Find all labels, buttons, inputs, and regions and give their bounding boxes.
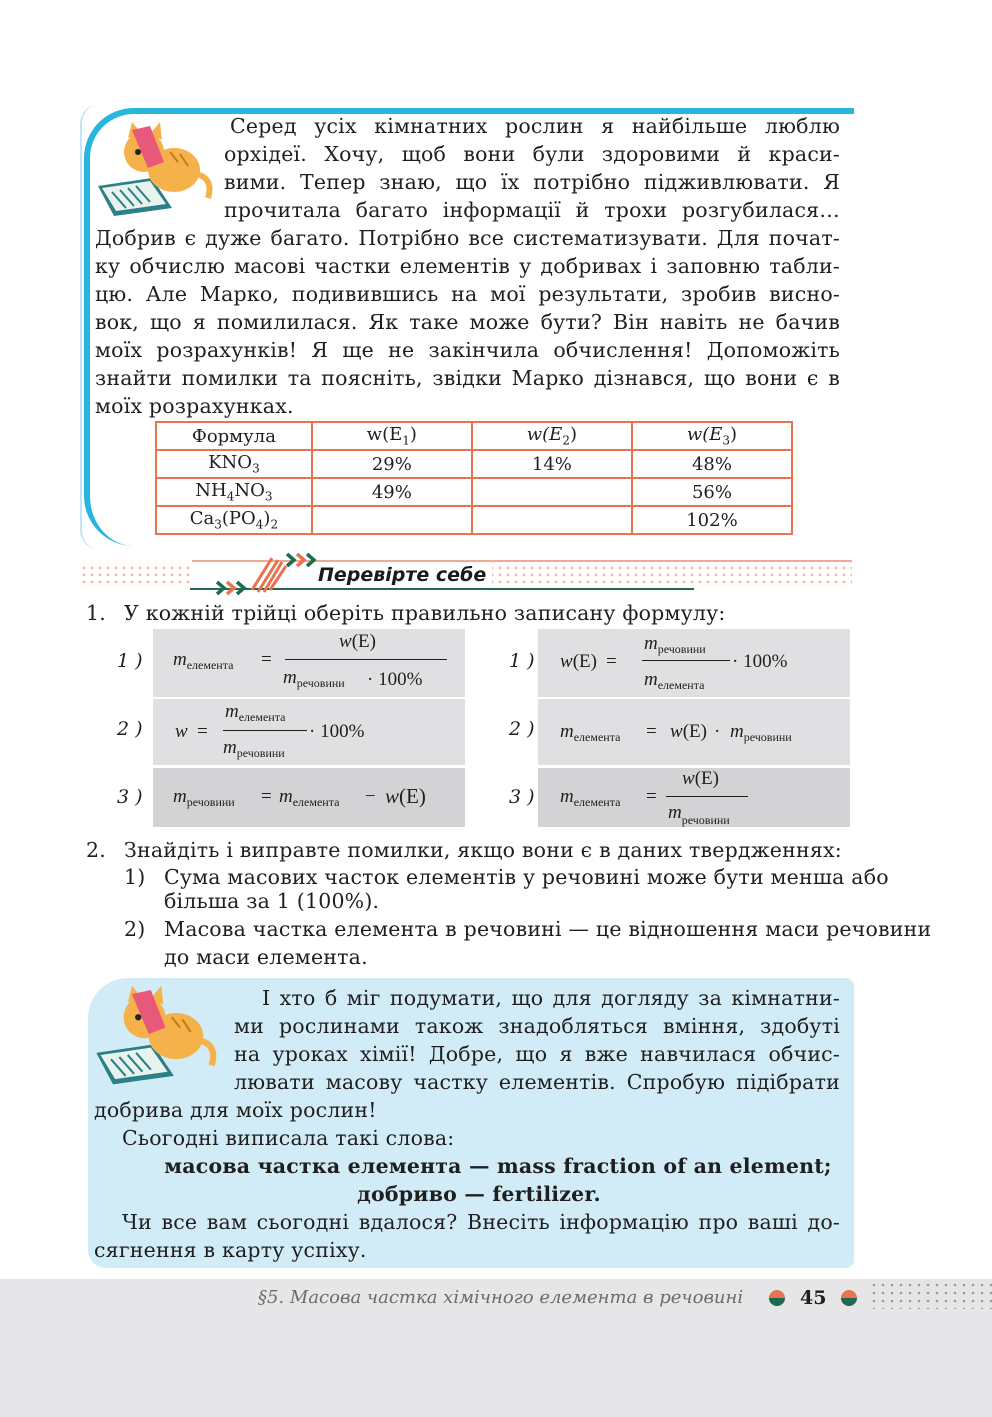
task1-text: У кожній трійці оберіть правильно записану формулу: xyxy=(124,601,726,625)
closing-question-line: Чи все вам сьогодні вдалося? Внесіть інформацію про ваші до- xyxy=(122,1210,840,1234)
table-header-row xyxy=(156,422,792,450)
task2-text: Знайдіть і виправте помилки, якщо вони є в даних твердженнях: xyxy=(124,838,842,862)
table-cell xyxy=(312,506,472,534)
story-line: моїх розрахунках. xyxy=(95,394,294,418)
option-label: 1 ) xyxy=(509,650,535,672)
task2-item-line: більша за 1 (100%). xyxy=(164,889,380,913)
option-label: 1 ) xyxy=(117,650,143,672)
dot-pattern-decoration xyxy=(872,1283,992,1309)
table-cell xyxy=(472,506,632,534)
option-label: 3 ) xyxy=(117,786,143,808)
closing-line: на уроках хімії! Добре, що я вже навчилася обчис- xyxy=(234,1042,840,1066)
cat-with-book-icon xyxy=(92,118,216,218)
story-line: ку обчислю масові частки елементів у добривах і заповню табли- xyxy=(95,254,840,278)
option-label: 3 ) xyxy=(509,786,535,808)
task2-item-number: 2) xyxy=(124,917,146,941)
formula-option-left-2[interactable]: w = $m_{елемента}$ $m_{речовини}$ · 100% xyxy=(153,699,465,765)
bullet-icon xyxy=(768,1289,786,1307)
bullet-icon xyxy=(840,1289,858,1307)
formula-option-left-1[interactable]: $m_{елемента}$ = w(E) $m_{речовини}$ · 100% xyxy=(153,629,465,697)
table-cell: 29% xyxy=(312,450,472,478)
table-header: Формула xyxy=(156,422,312,450)
cat-with-book-icon xyxy=(90,978,220,1090)
page-number: 45 xyxy=(800,1287,827,1309)
formula-option-left-3[interactable]: $m_{речовини}$ = $m_{елемента}$ − w(E) xyxy=(153,768,465,827)
closing-line: І хто б міг подумати, що для догляду за кімнатни- xyxy=(262,986,840,1010)
task2-item-line: до маси елемента. xyxy=(164,945,368,969)
task2-number: 2. xyxy=(86,838,106,862)
task2-item-line: Масова частка елемента в речовині — це відношення маси речовини xyxy=(164,917,932,941)
results-table xyxy=(155,421,793,535)
vocab-line: масова частка елемента — mass fraction of an element; xyxy=(164,1154,832,1178)
formula-option-right-2[interactable]: $m_{елемента}$ = w(E) · $m_{речовини}$ xyxy=(538,699,850,765)
table-cell: 14% xyxy=(472,450,632,478)
table-header: $w(E_1)$ xyxy=(312,422,472,450)
table-cell-formula: $NH_4NO_3$ xyxy=(156,478,312,506)
story-line: цю. Але Марко, подивившись на мої результати, зробив висно- xyxy=(95,282,840,306)
story-line: вими. Тепер знаю, що їх потрібно підживлювати. Я xyxy=(224,170,840,194)
closing-line: добрива для моїх рослин! xyxy=(94,1098,377,1122)
story-line: Серед усіх кімнатних рослин я найбільше люблю xyxy=(230,114,840,138)
closing-wrote-words: Сьогодні виписала такі слова: xyxy=(122,1126,455,1150)
closing-line: ми рослинами також знадобляться вміння, здобуті xyxy=(234,1014,840,1038)
table-cell-formula: $KNO_3$ xyxy=(156,450,312,478)
table-header: $w(E_3)$ xyxy=(632,422,792,450)
task2-item-number: 1) xyxy=(124,865,146,889)
table-row xyxy=(156,506,792,534)
story-line: прочитала багато інформації й трохи розгубилася… xyxy=(224,198,840,222)
table-cell: 56% xyxy=(632,478,792,506)
closing-line: лювати масову частку елементів. Спробую підібрати xyxy=(234,1070,840,1094)
story-line: знайти помилки та поясніть, звідки Марко дізнався, що вони є в xyxy=(95,366,840,390)
story-line: моїх розрахунків! Я ще не закінчила обчислення! Допоможіть xyxy=(95,338,840,362)
task2-item-line: Сума масових часток елементів у речовині може бути менша або xyxy=(164,865,889,889)
table-cell: 48% xyxy=(632,450,792,478)
footer-chapter: §5. Масова частка хімічного елемента в речовині xyxy=(258,1287,744,1308)
option-label: 2 ) xyxy=(509,718,535,740)
table-cell-formula: $Ca_3(PO_4)_2$ xyxy=(156,506,312,534)
table-cell xyxy=(472,478,632,506)
story-line: вок, що я помилилася. Як таке може бути? Він навіть не бачив xyxy=(95,310,840,334)
table-row xyxy=(156,450,792,478)
formula-option-right-1[interactable]: w(E) = $m_{речовини}$ $m_{елемента}$ · 100% xyxy=(538,629,850,697)
story-line: орхідеї. Хочу, щоб вони були здоровими й краси- xyxy=(224,142,840,166)
closing-question-line: сягнення в карту успіху. xyxy=(94,1238,367,1262)
option-label: 2 ) xyxy=(117,718,143,740)
vocab-line: добриво — fertilizer. xyxy=(357,1182,601,1206)
story-line: Добрив є дуже багато. Потрібно все систематизувати. Для почат- xyxy=(95,226,840,250)
section-title: Перевірте себе xyxy=(318,564,487,586)
table-cell: 49% xyxy=(312,478,472,506)
table-row xyxy=(156,478,792,506)
formula-option-right-3[interactable]: $m_{елемента}$ = w(E) $m_{речовини}$ xyxy=(538,768,850,827)
table-cell: 102% xyxy=(632,506,792,534)
task1-number: 1. xyxy=(86,601,106,625)
table-header: $w(E_2)$ xyxy=(472,422,632,450)
